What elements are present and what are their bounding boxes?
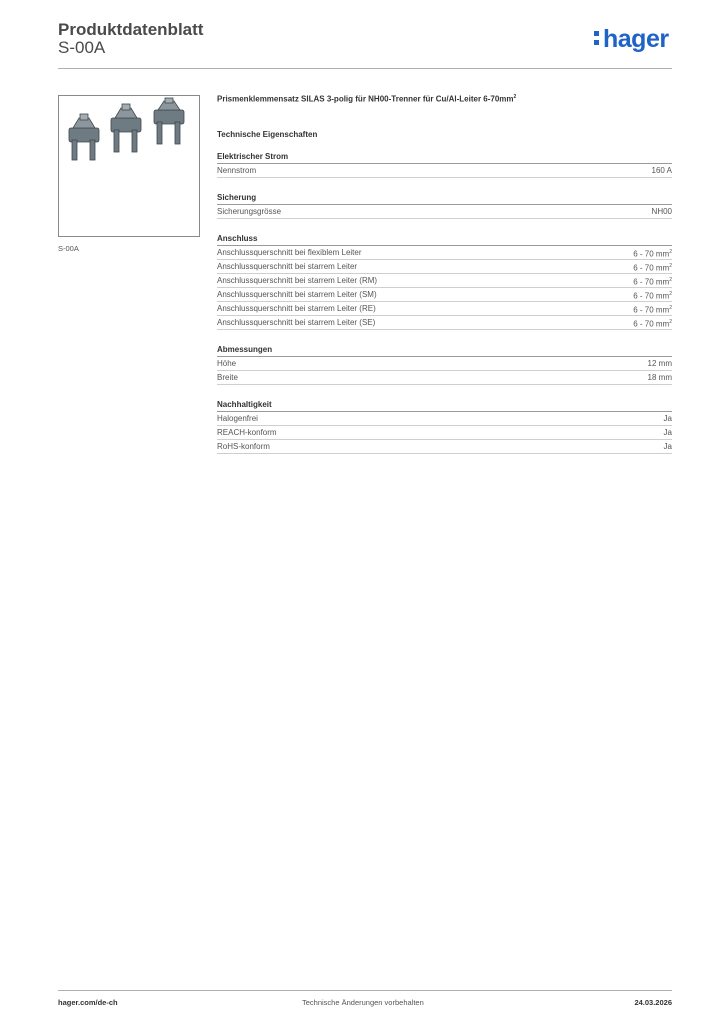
spec-row	[217, 426, 672, 440]
hager-logo[interactable]	[594, 27, 669, 52]
spec-value-sup: 2	[669, 305, 672, 311]
spec-row	[217, 440, 672, 454]
spec-label: Anschlussquerschnitt bei starrem Leiter (SE)	[217, 318, 376, 327]
spec-value	[633, 260, 672, 273]
section-title: Sicherung	[217, 193, 672, 205]
spec-value	[664, 412, 672, 425]
image-caption: S-00A	[58, 244, 79, 253]
section-title: Elektrischer Strom	[217, 152, 672, 164]
spec-sections	[217, 152, 672, 454]
spec-row	[217, 357, 672, 371]
spec-value-text: Ja	[663, 414, 672, 423]
spec-value-text: NH00	[651, 207, 672, 216]
spec-label: Höhe	[217, 359, 237, 368]
spec-value-text: Ja	[663, 428, 672, 437]
spec-section	[217, 234, 672, 330]
spec-value	[633, 288, 672, 301]
spec-section	[217, 152, 672, 178]
spec-label: Anschlussquerschnitt bei starrem Leiter (RM)	[217, 276, 378, 285]
spec-value-text: 6 - 70 mm	[633, 249, 670, 259]
logo-text: hager	[603, 25, 669, 53]
spec-label: Nennstrom	[217, 166, 257, 175]
spec-label: Halogenfrei	[217, 414, 258, 423]
spec-row	[217, 288, 672, 302]
spec-label: REACH-konform	[217, 428, 277, 437]
section-title: Anschluss	[217, 234, 672, 246]
spec-value-text: Ja	[663, 442, 672, 451]
spec-value	[652, 164, 672, 177]
spec-label: Sicherungsgrösse	[217, 207, 282, 216]
spec-value	[652, 205, 672, 218]
spec-value	[633, 302, 672, 315]
product-title: Prismenklemmensatz SILAS 3-polig für NH00-Trenner für Cu/Al-Leiter $6-70mm^2$	[217, 94, 517, 104]
terminal-clamp-set-image	[59, 96, 199, 236]
product-image	[58, 95, 200, 237]
spec-value-text: 6 - 70 mm	[633, 319, 670, 329]
footer-website-link[interactable]: hager.com/de-ch	[58, 998, 118, 1007]
spec-row	[217, 316, 672, 330]
spec-value-text: 6 - 70 mm	[633, 291, 670, 301]
spec-value	[664, 440, 672, 453]
spec-value	[648, 357, 672, 370]
spec-value-text: 6 - 70 mm	[633, 277, 670, 287]
header-divider	[58, 68, 672, 69]
section-title: Nachhaltigkeit	[217, 400, 672, 412]
spec-value-text: 18 mm	[647, 373, 672, 382]
spec-value-sup: 2	[669, 319, 672, 325]
spec-content	[217, 94, 672, 469]
spec-row	[217, 371, 672, 385]
spec-label: Anschlussquerschnitt bei starrem Leiter (RE)	[217, 304, 376, 313]
footer-divider	[58, 990, 672, 991]
spec-value	[633, 316, 672, 329]
spec-row	[217, 205, 672, 219]
spec-label: Anschlussquerschnitt bei starrem Leiter	[217, 262, 358, 271]
spec-value-sup: 2	[669, 277, 672, 283]
spec-value-text: 6 - 70 mm	[633, 263, 670, 273]
spec-value-sup: 2	[669, 249, 672, 255]
document-title: Produktdatenblatt	[58, 20, 204, 39]
spec-label: Breite	[217, 373, 238, 382]
spec-section	[217, 345, 672, 385]
spec-row	[217, 274, 672, 288]
spec-row	[217, 302, 672, 316]
spec-row	[217, 164, 672, 178]
spec-section	[217, 400, 672, 454]
spec-label: RoHS-konform	[217, 442, 270, 451]
spec-value	[648, 371, 672, 384]
spec-row	[217, 260, 672, 274]
spec-section	[217, 193, 672, 219]
spec-value-sup: 2	[669, 263, 672, 269]
spec-value-text: 12 mm	[647, 359, 672, 368]
spec-label: Anschlussquerschnitt bei flexiblem Leiter	[217, 248, 362, 257]
spec-value	[664, 426, 672, 439]
tech-heading: Technische Eigenschaften	[217, 130, 318, 139]
spec-value	[633, 246, 672, 259]
spec-value-sup: 2	[669, 291, 672, 297]
section-title: Abmessungen	[217, 345, 672, 357]
footer-date: 24.03.2026	[634, 998, 672, 1007]
footer-disclaimer: Technische Änderungen vorbehalten	[302, 998, 424, 1007]
spec-row	[217, 412, 672, 426]
spec-row	[217, 246, 672, 260]
spec-value	[633, 274, 672, 287]
logo-dots-icon	[594, 31, 600, 49]
spec-value-text: 6 - 70 mm	[633, 305, 670, 315]
product-code: S-00A	[58, 38, 106, 57]
spec-value-text: 160 A	[651, 166, 672, 175]
spec-label: Anschlussquerschnitt bei starrem Leiter (SM)	[217, 290, 377, 299]
